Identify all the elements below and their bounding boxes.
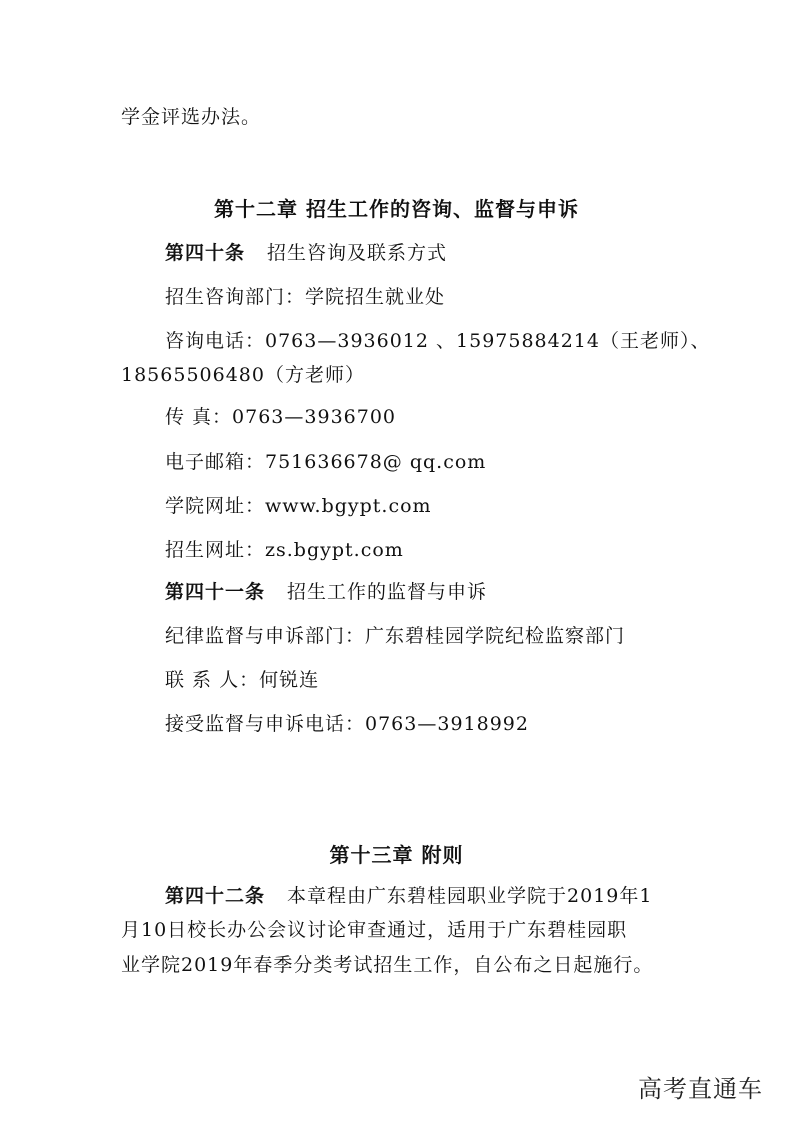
article-40-label: 第四十条 — [165, 242, 246, 264]
chapter-12-title: 第十二章 招生工作的咨询、监督与申诉 — [214, 197, 579, 221]
article-41-heading: 招生工作的监督与申诉 — [287, 581, 488, 603]
supervision-phone: 接受监督与申诉电话：0763—3918992 — [165, 713, 529, 735]
article-40-heading: 招生咨询及联系方式 — [267, 242, 448, 264]
college-website-line: 学院网址：www.bgypt.com — [165, 495, 432, 517]
article-42-line-2: 月10日校长办公会议讨论审查通过，适用于广东碧桂园职 — [121, 919, 628, 941]
article-41-label: 第四十一条 — [165, 581, 266, 603]
intro-line: 学金评选办法。 — [121, 106, 262, 128]
watermark: 高考直通车 — [638, 1075, 763, 1103]
article-42-line-1 — [165, 884, 652, 908]
article-42-line-3: 业学院2019年春季分类考试招生工作，自公布之日起施行。 — [121, 954, 654, 976]
email-line: 电子邮箱：751636678@ qq.com — [165, 451, 487, 473]
supervision-dept: 纪律监督与申诉部门：广东碧桂园学院纪检监察部门 — [165, 625, 626, 647]
consult-phone-line-1: 咨询电话：0763—3936012 、15975884214（王老师）、 — [165, 330, 711, 352]
contact-person: 联 系 人：何锐连 — [165, 669, 320, 691]
admission-website-line: 招生网址：zs.bgypt.com — [165, 539, 404, 561]
chapter-13-title: 第十三章 附则 — [329, 843, 464, 867]
article-41-heading-line — [165, 580, 487, 604]
article-42-label: 第四十二条 — [165, 885, 266, 907]
consult-phone-line-2: 18565506480（方老师） — [121, 364, 365, 386]
article-40-heading-line — [165, 241, 447, 265]
fax-line: 传 真：0763—3936700 — [165, 406, 397, 428]
article-42-text-1: 本章程由广东碧桂园职业学院于2019年1 — [287, 885, 653, 907]
consult-dept: 招生咨询部门：学院招生就业处 — [165, 286, 446, 308]
